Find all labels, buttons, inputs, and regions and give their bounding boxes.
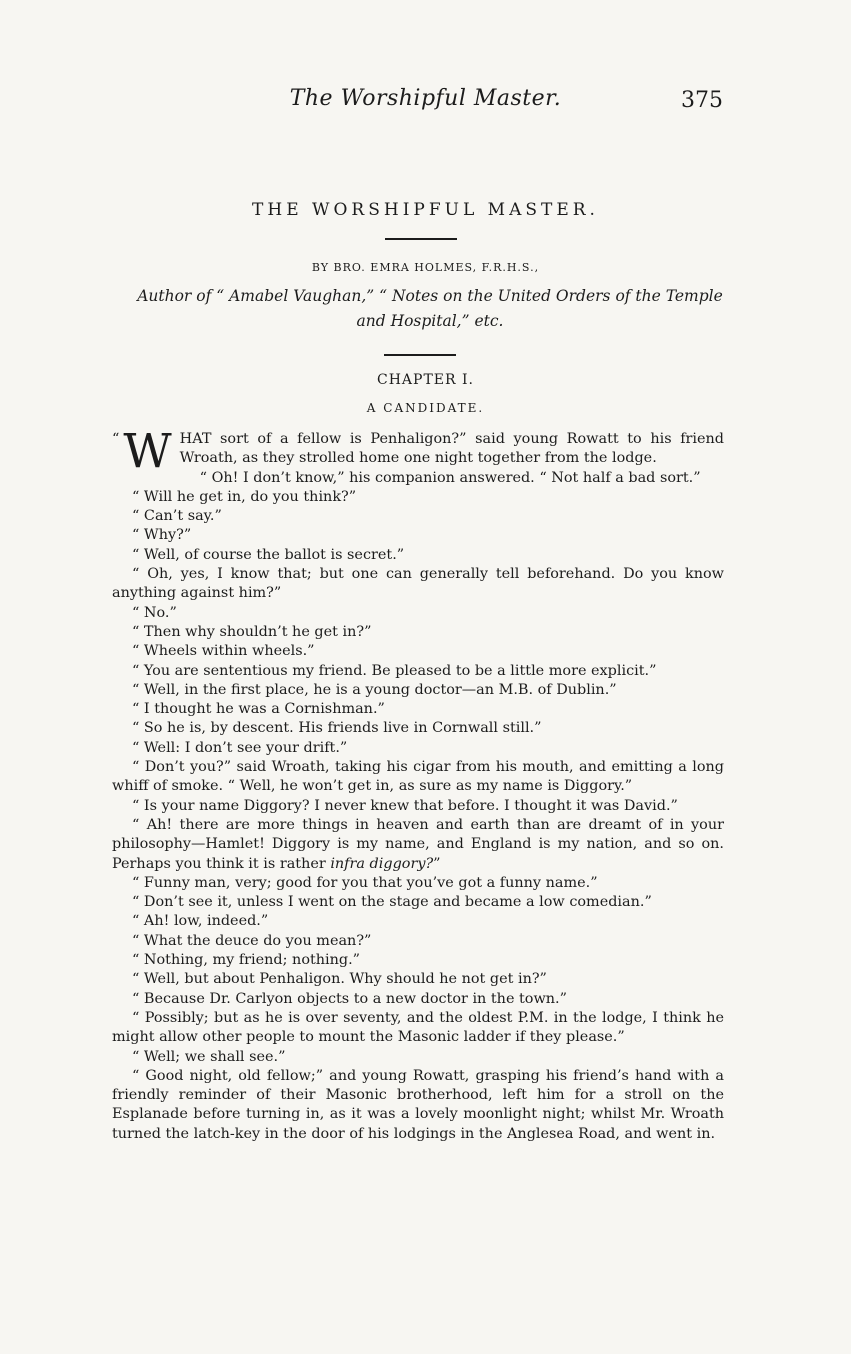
paragraph: “ Well, in the first place, he is a young doctor—an M.B. of Dublin.”	[132, 681, 617, 698]
page-number: 375	[681, 88, 723, 113]
byline: BY BRO. EMRA HOLMES, F.R.H.S.,	[311, 261, 540, 274]
author-note-line-2: and Hospital,” etc.	[356, 312, 504, 330]
paragraph: “ Good night, old fellow;” and young Rowatt, grasping his friend’s hand with a friendly reminder of their Masonic brotherhood, left him for a stroll on the Esplanade before turning in, as it was a lovely moonlight night; whilst Mr. Wroath turned the latch-key in the door of his lodgings in the Anglesea Road, and went in.	[112, 1067, 724, 1142]
paragraph: “ Well; we shall see.”	[132, 1048, 286, 1065]
paragraph: “ Oh, yes, I know that; but one can generally tell beforehand. Do you know anything against him?”	[112, 566, 724, 602]
paragraph: “ What the deuce do you mean?”	[132, 932, 372, 949]
paragraph: “ Oh! I don’t know,” his companion answered. “ Not half a bad sort.”	[199, 469, 701, 486]
paragraph: “ Will he get in, do you think?”	[132, 488, 357, 505]
running-title: The Worshipful Master.	[289, 86, 562, 111]
paragraph	[112, 816, 724, 874]
article-title: THE WORSHIPFUL MASTER.	[252, 200, 599, 220]
paragraph: “ Can’t say.”	[132, 508, 222, 525]
running-head	[0, 86, 851, 120]
author-note	[110, 284, 750, 334]
paragraph: “ Because Dr. Carlyon objects to a new doctor in the town.”	[132, 990, 567, 1007]
paragraph: “ Well, of course the ballot is secret.”	[132, 546, 405, 563]
paragraph: “ Wheels within wheels.”	[132, 643, 315, 660]
paragraph: “ Funny man, very; good for you that you’ve got a funny name.”	[132, 874, 598, 891]
opening-quote: “	[112, 431, 120, 447]
author-divider	[384, 354, 456, 356]
chapter-subtitle: A CANDIDATE.	[366, 401, 485, 415]
title-divider	[385, 238, 457, 240]
drop-cap: W	[123, 424, 172, 479]
italic-phrase: infra diggory?	[330, 855, 434, 872]
paragraph: “ Nothing, my friend; nothing.”	[132, 952, 361, 969]
chapter-heading: CHAPTER I.	[377, 372, 474, 388]
paragraph: “ No.”	[132, 604, 177, 621]
paragraph: “ Then why shouldn’t he get in?”	[132, 623, 372, 640]
paragraph: “ I thought he was a Cornishman.”	[132, 701, 385, 718]
paragraph: “ Don’t you?” said Wroath, taking his cigar from his mouth, and emitting a long whiff of smoke. “ Well, he won’t get in, as sure as my name is Diggory.”	[112, 759, 724, 795]
paragraph: “ Ah! low, indeed.”	[132, 913, 269, 930]
paragraph-text: “ Ah! there are more things in heaven and earth than are dreamt of in your philosophy—Hamlet! Diggory is my name, and England is my nation, and so on. Perhaps you think it is rather	[112, 816, 724, 872]
paragraph: “ So he is, by descent. His friends live in Cornwall still.”	[132, 720, 542, 737]
paragraph: “ Well, but about Penhaligon. Why should he not get in?”	[132, 971, 547, 988]
article-body	[112, 424, 724, 1144]
paragraph: “ Well: I don’t see your drift.”	[132, 739, 348, 756]
paragraph-text: HAT sort of a fellow is Penhaligon?” said young Rowatt to his friend Wroath, as they strolled home one night together from the lodge.	[179, 431, 724, 467]
author-note-line-1: Author of “ Amabel Vaughan,” “ Notes on the United Orders of the Temple	[137, 287, 723, 305]
paragraph: “ Possibly; but as he is over seventy, and the oldest P.M. in the lodge, I think he might allow other people to mount the Masonic ladder if they please.”	[112, 1009, 724, 1046]
paragraph: “ Don’t see it, unless I went on the stage and became a low comedian.”	[132, 894, 652, 911]
paragraph: “ Is your name Diggory? I never knew that before. I thought it was David.”	[132, 797, 678, 814]
closing-quote: ”	[433, 855, 441, 872]
paragraph: “ Why?”	[132, 527, 192, 544]
paragraph: “ You are sententious my friend. Be pleased to be a little more explicit.”	[132, 662, 657, 679]
